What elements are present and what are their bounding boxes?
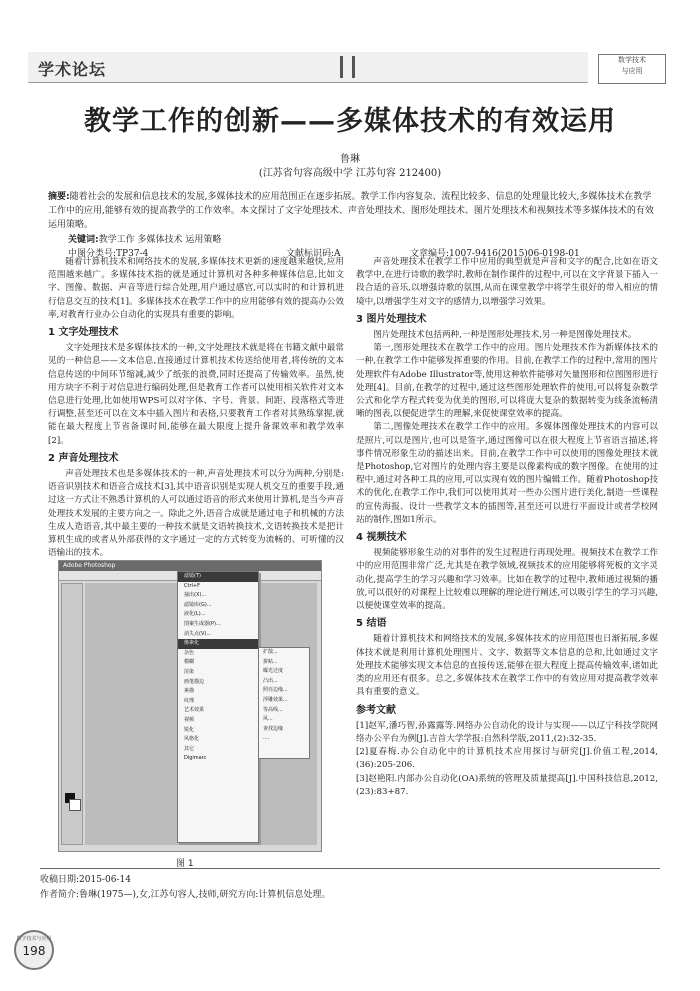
references-heading: 参考文献 [356,704,396,716]
section-paragraph: 视频能够形象生动的对事件的发生过程进行再现处理。视频技术在教学工作中的应用范围非常广泛,尤其是在教学领域,视频技术的应用能够将死板的文字灵动化,提高学生的学习兴趣和学习效率。比如在教学的过程中,教师通过视频的播放,可以很好的对课程上比较难以理解的理论进行阐述,可以吸引学生的学习兴趣,以便使课堂效率的提高。 [356,548,658,612]
article-title: 教学工作的创新——多媒体技术的有效运用 [84,106,616,137]
reference-item: [3]赵艳阳.内部办公自动化(OA)系统的管理及质量提高[J].中国科技信息,2012,(23):83+87. [356,773,658,797]
menu-item: 图案生成器(P)... [184,620,221,627]
menu-item: 渲染 [184,668,195,675]
intro-paragraph: 随着计算机技术和网络技术的发展,多媒体技术更新的速度越来越快,应用范围越来越广。多媒体技术指的就是通过计算机对各种多种媒体信息,比如文字、图像、数据、声音等进行综合处理,用户通过感官,可以实时的和计算机进行信息交互的技术[1]。多媒体技术在教学工作中的应用能够有效的提高办公效率,对教育行业办公自动化的实现具有重要的影响。 [48,257,344,320]
submenu-item: 凸出... [263,677,278,684]
badge-journal-name: 数字技术与应用 [16,936,52,942]
figure-photoshop-screenshot [58,560,322,852]
menu-item: 抽出(X)... [184,592,207,599]
document-code: 文献标识码:A [286,249,341,259]
keywords-label: 关键词: [68,235,99,245]
logo-line-1: 数学技术 [618,56,646,64]
section-paragraph: 文字处理技术是多媒体技术的一种,文字处理技术就是将在书籍文献中最常见的一种信息——文本信息,直接通过计算机技术传送给使用者,将传统的文本信息传送的中间环节缩减,减少了纸张的浪费,同时还提高了传输效率。虽然,使用方块字不利于对信息进行编码处理,但是教育工作者可以使用相关软件对文本信息进行处理,比如使用WPS可以对字体、字号、背景、间距、段落格式等进行调整,甚至还可以在文本中插入图片和表格,只要教育工作者对其熟练掌握,就能在最大程度上节省备课时间,能够在最大限度上提升备课效率和教学效率[2]。 [48,343,344,446]
menu-item: Ctrl+F [184,582,200,589]
menu-item: 视频 [184,716,195,723]
figure-caption: 图 1 [176,859,194,869]
section-paragraph: 第一,图形处理技术在教学工作中的应用。图片处理技术作为新媒体技术的一种,在教学工作中能够发挥重要的作用。目前,在教学工作的过程中,常用的图片处理软件有Adobe Illustrator等,使用这种软件能够对矢量图形和位图图形进行处理[4]。目前,在教学的过程中,通过这些图形处理软件的使用,可以将复杂数学公式和化学方程式转变为优美的图形,可以将庞大复杂的数据转变为线条流畅清晰的图表,以便促进学生的理解,来促使课堂效率的提高。 [356,343,658,420]
article-author: 鲁琳 [340,154,360,165]
app-titlebar: Adobe Photoshop [59,561,321,571]
menu-item: 滤镜库(G)... [184,601,212,608]
header-bar [28,52,588,83]
submenu-item: 扩散... [263,649,278,655]
submenu-item: 拼贴... [263,658,278,665]
menu-item: 消失点(V)... [184,630,212,637]
abstract-text: 随着社会的发展和信息技术的发展,多媒体技术的应用范围正在逐步拓展。教学工作内容复杂、流程比较多、信息的处理量比较大,多媒体技术在教学工作中的应用,能够有效的提高教学的工作效率。本文探讨了文字处理技术、声音处理技术、图形处理技术、图片处理技术和视频技术等多媒体技术的有效运用策略。 [48,192,654,230]
section-heading: 2 声音处理技术 [48,452,119,464]
received-date: 收稿日期:2015-06-14 [40,875,131,885]
article-number: 文章编号:1007-9416(2015)06-0198-01 [410,249,580,259]
menu-item: Digimarc [184,755,207,762]
menu-item: 像素化 [178,639,258,649]
section-paragraph: 声音处理技术在教学工作中应用的典型就是声音和文字的配合,比如在语文教学中,在进行诗歌的教学时,教师在制作课件的过程中,可以在文字背景下插入一段合适的音乐,以增强诗歌的氛围,从而在课堂教学中将学生很好的带入相应的情境中,以增强学生对文字的感情力,以增强学习效果。 [356,257,658,307]
section-heading: 3 图片处理技术 [356,313,427,325]
section-paragraph: 声音处理技术也是多媒体技术的一种,声音处理技术可以分为两种,分别是:语音识别技术和语音合成技术[3],其中语音识别是实现人机交互的重要手段,通过这一方式让不熟悉计算机的人可以通过语音的形式来使用计算机,是当今声音处理技术发展的主要方向之一。除此之外,语音合成就是通过电子和机械的方法生成人造语音,其中最主要的一种技术就是文语转换技术,文语转换技术是把计算机生成的或者从外部获得的文字通过一定的方式转变为流畅的、可听懂的汉语输出的技术。 [48,469,344,559]
section-heading: 5 结语 [356,618,387,630]
menu-item: 液化(L)... [184,611,206,618]
submenu-item: .... [263,735,270,742]
keywords-text: 教学工作 多媒体技术 运用策略 [98,235,222,245]
section-paragraph: 图片处理技术包括两种,一种是图形处理技术,另一种是图像处理技术。 [373,330,637,341]
page-number-badge [14,930,54,970]
reference-list [356,720,658,799]
reference-item: [2]夏春梅.办公自动化中的计算机技术应用探讨与研究[J].价值工程,2014,(36):205-206. [356,747,658,771]
header-divider [340,56,343,78]
menu-item: 其它 [184,745,195,752]
header-divider [352,56,355,78]
menu-item: 画笔描边 [184,678,205,685]
reference-item: [1]赵军,潘巧智,孙露露等.网络办公自动化的设计与实现——以辽宁科技学院网络办公平台为例[J].吉首大学学报:自然科学版,2011,(2):32-35. [356,720,658,744]
filter-submenu [258,647,310,759]
menu-item: 风格化 [184,736,200,743]
author-affiliation: (江苏省句容高级中学 江苏句容 212400) [258,168,442,179]
section-paragraph: 第二,图像处理技术在教学工作中的应用。多媒体图像处理技术的内容可以是照片,可以是图片,也可以是签字,通过图像可以在很大程度上节省语言描述,将事件情况形象生动的描述出来。目前,在教学工作中可以使用的图像处理技术就是Photoshop,它对图片的处理内容主要是以像素构成的数字图像。在使用的过程中,通过对各种工具的应用,可以实现有效的图片编辑工作。随着Photoshop技术的优化,在教学工作中,我们可以使用其对一些办公图片进行美化,制造一些课程的宣传海报、设计一些教学文本的插图等,甚至还可以进行平面设计或者学校网站的制作,图如1所示。 [356,422,658,525]
menu-item: 模糊 [184,659,195,666]
submenu-item: 浮雕效果... [263,696,288,703]
menu-item: 锐化 [184,726,195,733]
journal-logo [598,54,666,84]
menu-item: 杂色 [184,649,195,656]
menu-item: 纹理 [184,697,195,704]
abstract-label: 摘要: [48,192,70,202]
logo-line-2: 与应用 [621,67,643,75]
filter-menu [177,571,259,843]
right-column [356,256,658,799]
section-label: 学术论坛 [38,60,107,79]
page-number: 198 [22,944,46,958]
section-heading: 1 文字处理技术 [48,327,119,339]
menu-item: 素描 [184,688,195,695]
page-footer [40,868,660,903]
section-paragraph: 随着计算机技术和网络技术的发展,多媒体技术的应用范围也日渐拓展,多媒体技术就是利用计算机处理图片、文字、数据等文本信息的总和,比如通过文字处理技术能够实现文本信息的直接传送,能够在很大程度上提高传输效率,诸如此类的应用还有很多。总之,多媒体技术在教学工作中的有效应用对提高教学效率具有重要的意义。 [356,634,658,698]
submenu-item: 曝光过度 [263,668,284,675]
section-heading: 4 视频技术 [356,532,407,544]
left-column [48,256,344,560]
author-bio: 作者简介:鲁琳(1975—),女,江苏句容人,技师,研究方向:计算机信息处理。 [40,890,331,900]
background-color-swatch [69,799,81,811]
menu-item: 滤镜(T) [178,572,258,582]
submenu-item: 等高线... [263,706,283,713]
keywords [68,232,221,245]
clc-number: 中图分类号:TP37-4 [68,249,149,259]
journal-header [0,52,700,86]
submenu-item: 风... [263,716,273,723]
menu-item: 艺术效果 [184,707,205,714]
abstract [48,190,660,232]
submenu-item: 查找边缘 [263,725,284,732]
submenu-item: 照亮边缘... [263,687,288,694]
